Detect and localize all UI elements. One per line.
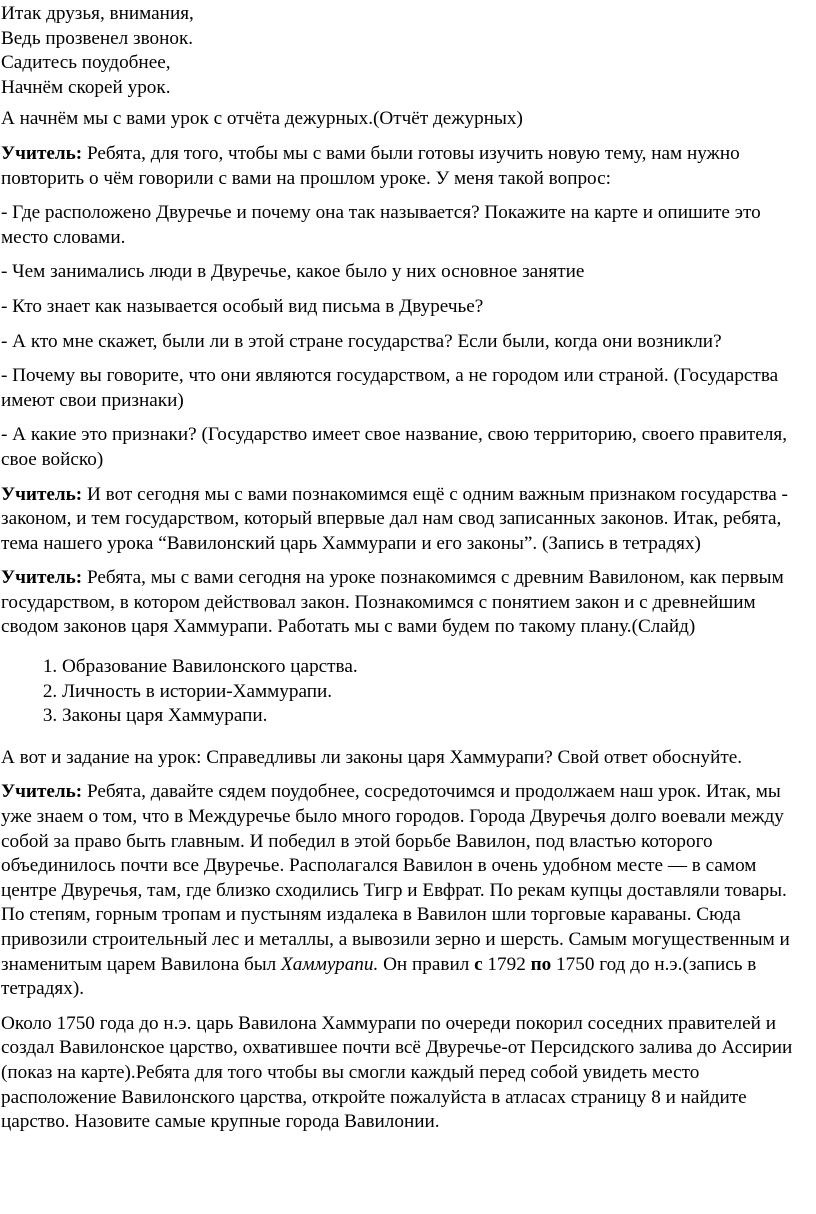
poem-line: Начнём скорей урок. <box>1 76 171 98</box>
teacher-paragraph-3: Учитель: Ребята, мы с вами сегодня на уроке познакомимся с древним Вавилоном, как первым государством, в котором действовал закон. Познакомимся с понятием закон и с древнейшим сводом законов царя Хаммурапи. Работать мы с вами будем по такому плану.(Слайд) <box>1 567 784 638</box>
poem-line: Ведь прозвенел звонок. <box>1 27 194 49</box>
poem <box>1 2 812 100</box>
teacher-label: Учитель: <box>1 142 83 164</box>
question-3: - Кто знает как называется особый вид письма в Двуречье? <box>1 295 484 317</box>
question-2: - Чем занимались люди в Двуречье, какое было у них основное занятие <box>1 261 585 283</box>
poem-line: Садитесь поудобнее, <box>1 52 171 74</box>
king-name: Хаммурапи. <box>281 953 379 975</box>
intro-paragraph: А начнём мы с вами урок с отчёта дежурных.(Отчёт дежурных) <box>1 108 523 130</box>
teacher-label: Учитель: <box>1 483 83 505</box>
teacher-paragraph-4: Учитель: Ребята, давайте сядем поудобнее, сосредоточимся и продолжаем наш урок. Итак, мы уже знаем о том, что в Междуречье было много городов. Города Двуречья долго воевали между собой за право быть главным. И победил в этой борьбе Вавилон, под властью которого объединилось почти все Двуречье. Располагался Вавилон в очень удобном месте — в самом центре Двуречья, там, где близко сходились Тигр и Евфрат. По рекам купцы доставляли товары. По степям, горным тропам и пустыням издалека в Вавилон шли торговые караваны. Сюда привозили строительный лес и металлы, а вывозили зерно и шерсть. Самым могущественным и знаменитым царем Вавилона был Хаммурапи. Он правил с 1792 по 1750 год до н.э.(запись в тетрадях). <box>1 781 790 1000</box>
question-1: - Где расположено Двуречье и почему она так называется? Покажите на карте и опишите это место словами. <box>1 202 761 248</box>
poem-line: Итак друзья, внимания, <box>1 3 194 24</box>
list-item: 3. Законы царя Хаммурапи. <box>62 704 812 729</box>
question-6: - А какие это признаки? (Государство имеет свое название, свою территорию, своего правителя, свое войско) <box>1 424 788 470</box>
teacher-label: Учитель: <box>1 567 83 589</box>
last-paragraph: Около 1750 года до н.э. царь Вавилона Хаммурапи по очереди покорил соседних правителей и создал Вавилонское царство, охватившее почти всё Двуречье-от Персидского залива до Ассирии (показ на карте).Ребята для того чтобы вы смогли каждый перед собой увидеть место расположение Вавилонского царства, откройте пожалуйста в атласах страницу 8 и найдите царство. Назовите самые крупные города Вавилонии. <box>1 1012 793 1133</box>
teacher-paragraph-2: Учитель: И вот сегодня мы с вами познакомимся ещё с одним важным признаком государства - законом, и тем государством, который впервые дал нам свод записанных законов. Итак, ребята, тема нашего урока “Вавилонский царь Хаммурапи и его законы”. (Запись в тетрадях) <box>1 483 788 554</box>
teacher-label: Учитель: <box>1 781 83 803</box>
task-paragraph: А вот и задание на урок: Справедливы ли законы царя Хаммурапи? Свой ответ обоснуйте. <box>1 746 743 768</box>
question-4: - А кто мне скажет, были ли в этой стране государства? Если были, когда они возникли? <box>1 330 722 352</box>
teacher-paragraph-1: Учитель: Ребята, для того, чтобы мы с вами были готовы изучить новую тему, нам нужно повторить о чём говорили с вами на прошлом уроке. У меня такой вопрос: <box>1 142 740 189</box>
list-item: 2. Личность в истории-Хаммурапи. <box>62 680 812 705</box>
question-5: - Почему вы говорите, что они являются государством, а не городом или страной. (Государства имеют свои признаки) <box>1 365 779 411</box>
lesson-plan-list <box>1 655 812 729</box>
list-item: 1. Образование Вавилонского царства. <box>62 655 812 680</box>
